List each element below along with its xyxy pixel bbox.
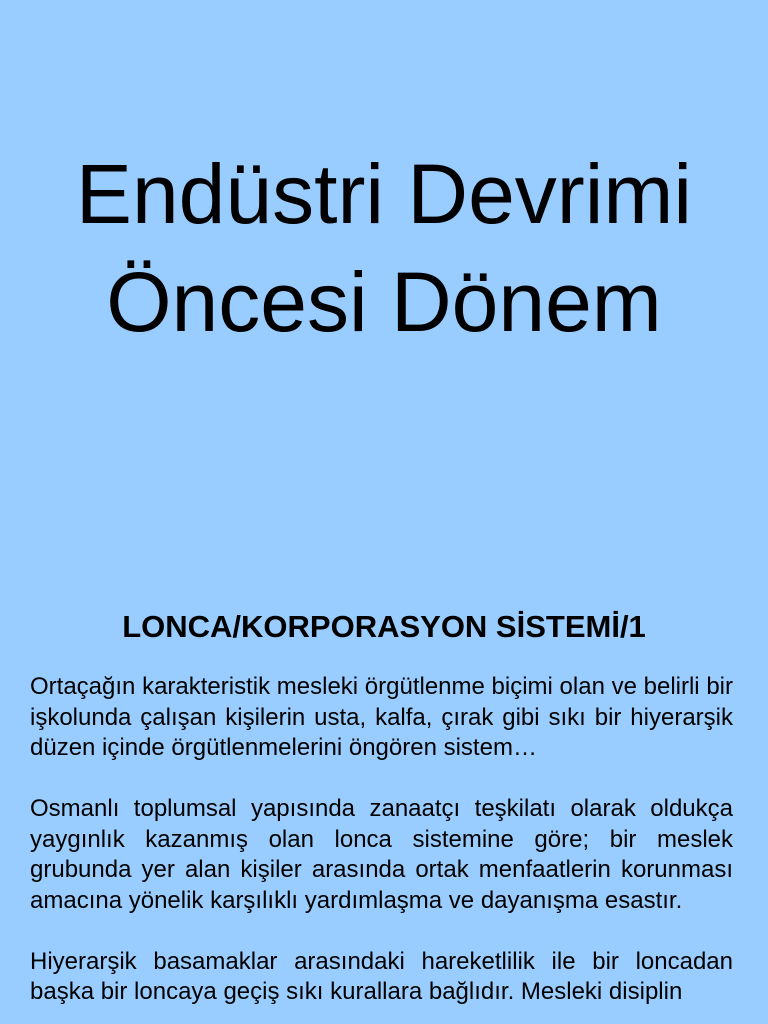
paragraph-hierarchy: Hiyerarşik basamaklar arasındaki hareketlilik ile bir loncadan başka bir loncaya geçiş sıkı kurallara bağlıdır. Mesleki disiplin <box>30 947 733 1005</box>
slide-title-line-2: Öncesi Dönem <box>106 255 662 349</box>
paragraph-definition: Ortaçağın karakteristik mesleki örgütlenme biçimi olan ve belirli bir işkolunda çalışan kişilerin usta, kalfa, çırak gibi sıkı bir hiyerarşik düzen içinde örgütlenmelerini öngören sistem… <box>30 673 733 761</box>
slide-title-line-1: Endüstri Devrimi <box>75 147 693 241</box>
slide-title <box>20 140 748 356</box>
paragraph-ottoman: Osmanlı toplumsal yapısında zanaatçı teşkilatı olarak oldukça yaygınlık kazanmış olan lonca sistemine göre; bir meslek grubunda yer alan kişiler arasında ortak menfaatlerin korunması amacına yönelik karşılıklı yardımlaşma ve dayanışma esastır. <box>30 795 733 914</box>
section-heading: LONCA/KORPORASYON SİSTEMİ/1 <box>122 609 646 644</box>
body-text <box>30 672 733 1024</box>
